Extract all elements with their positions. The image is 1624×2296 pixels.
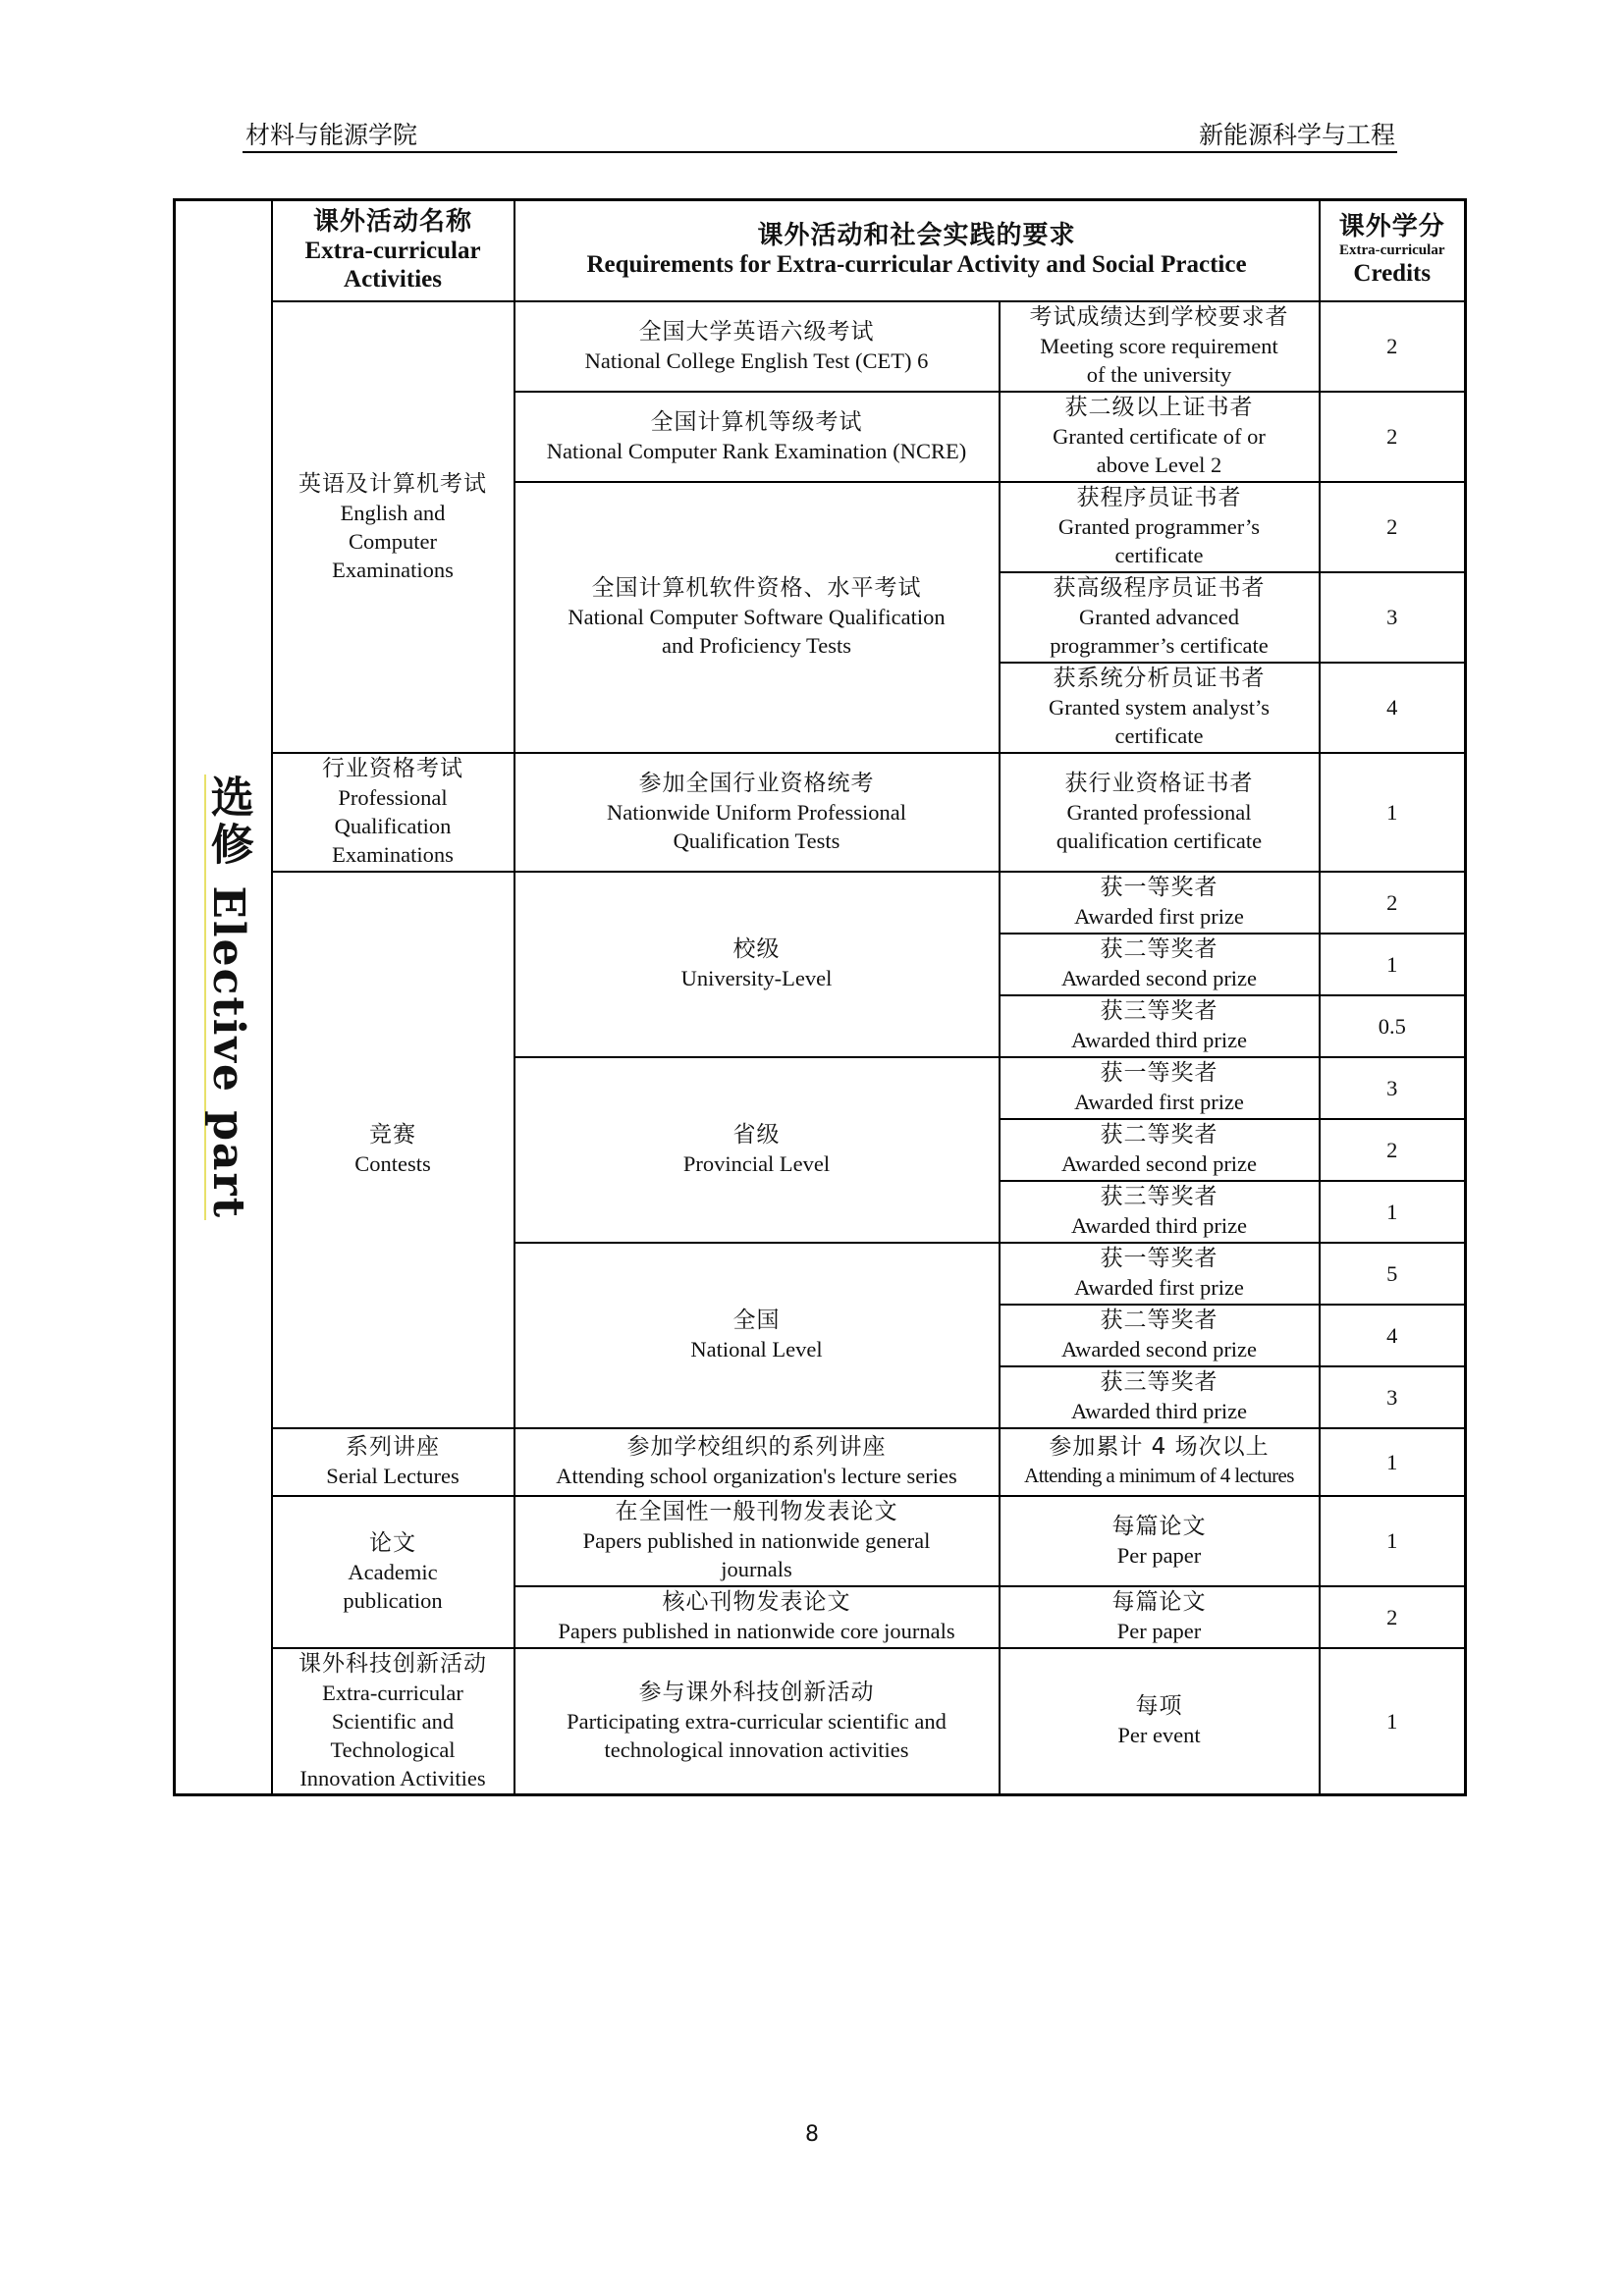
header-major: 新能源科学与工程 xyxy=(1198,121,1395,149)
extracurricular-credits-table xyxy=(173,198,1467,1796)
prize-third: 获三等奖者 Awarded third prize xyxy=(1000,1366,1320,1428)
elective-part-label: 选修 Elective part xyxy=(175,200,272,1795)
prize-first: 获一等奖者 Awarded first prize xyxy=(1000,1057,1320,1119)
table-row xyxy=(175,1496,1466,1586)
page-number: 8 xyxy=(805,2122,819,2147)
prize-third: 获三等奖者 Awarded third prize xyxy=(1000,995,1320,1057)
column-header-requirements: 课外活动和社会实践的要求 Requirements for Extra-curricular Activity and Social Practice xyxy=(514,200,1320,301)
level-university: 校级 University-Level xyxy=(514,872,1000,1057)
credit-value: 3 xyxy=(1320,1057,1466,1119)
column-header-credits: 课外学分 Extra-curricular Credits xyxy=(1320,200,1466,301)
category-contests: 竞赛 Contests xyxy=(272,872,514,1428)
table-row xyxy=(175,1648,1466,1795)
credit-value: 2 xyxy=(1320,301,1466,392)
category-innovation: 课外科技创新活动 Extra-curricular Scientific and Technological Innovation Activities xyxy=(272,1648,514,1795)
category-professional: 行业资格考试 Professional Qualification Examinations xyxy=(272,753,514,872)
prize-first: 获一等奖者 Awarded first prize xyxy=(1000,1243,1320,1305)
requirement-cet6: 全国大学英语六级考试 National College English Test (CET) 6 xyxy=(514,301,1000,392)
header-school: 材料与能源学院 xyxy=(245,121,418,149)
condition-per-event: 每项 Per event xyxy=(1000,1648,1320,1795)
credit-value: 2 xyxy=(1320,482,1466,572)
credit-value: 2 xyxy=(1320,392,1466,482)
prize-second: 获二等奖者 Awarded second prize xyxy=(1000,934,1320,995)
requirement-professional: 参加全国行业资格统考 Nationwide Uniform Professional Qualification Tests xyxy=(514,753,1000,872)
credit-value: 5 xyxy=(1320,1243,1466,1305)
condition-per-paper: 每篇论文 Per paper xyxy=(1000,1586,1320,1648)
condition-programmer: 获程序员证书者 Granted programmer’s certificate xyxy=(1000,482,1320,572)
column-header-activity: 课外活动名称 Extra-curricular Activities xyxy=(272,200,514,301)
credit-value: 0.5 xyxy=(1320,995,1466,1057)
condition-per-paper: 每篇论文 Per paper xyxy=(1000,1496,1320,1586)
requirement-core-journal: 核心刊物发表论文 Papers published in nationwide core journals xyxy=(514,1586,1000,1648)
level-national: 全国 National Level xyxy=(514,1243,1000,1428)
credit-value: 1 xyxy=(1320,934,1466,995)
category-exams: 英语及计算机考试 English and Computer Examinations xyxy=(272,301,514,753)
condition-advanced-programmer: 获高级程序员证书者 Granted advanced programmer’s certificate xyxy=(1000,572,1320,663)
prize-second: 获二等奖者 Awarded second prize xyxy=(1000,1119,1320,1181)
credit-value: 4 xyxy=(1320,663,1466,753)
requirement-innovation: 参与课外科技创新活动 Participating extra-curricular scientific and technological innovation activities xyxy=(514,1648,1000,1795)
credit-value: 1 xyxy=(1320,1496,1466,1586)
credit-value: 4 xyxy=(1320,1305,1466,1366)
condition-professional: 获行业资格证书者 Granted professional qualification certificate xyxy=(1000,753,1320,872)
category-lectures: 系列讲座 Serial Lectures xyxy=(272,1428,514,1496)
table-row xyxy=(175,753,1466,872)
requirement-lectures: 参加学校组织的系列讲座 Attending school organization's lecture series xyxy=(514,1428,1000,1496)
header-rule xyxy=(243,151,1397,153)
requirement-ncre: 全国计算机等级考试 National Computer Rank Examination (NCRE) xyxy=(514,392,1000,482)
credit-value: 2 xyxy=(1320,872,1466,934)
condition-ncre: 获二级以上证书者 Granted certificate of or above Level 2 xyxy=(1000,392,1320,482)
condition-cet6: 考试成绩达到学校要求者 Meeting score requirement of the university xyxy=(1000,301,1320,392)
requirement-general-journal: 在全国性一般刊物发表论文 Papers published in nationwide general journals xyxy=(514,1496,1000,1586)
condition-system-analyst: 获系统分析员证书者 Granted system analyst’s certificate xyxy=(1000,663,1320,753)
table-row xyxy=(175,872,1466,934)
credit-value: 1 xyxy=(1320,1428,1466,1496)
credit-value: 1 xyxy=(1320,753,1466,872)
credit-value: 2 xyxy=(1320,1586,1466,1648)
prize-second: 获二等奖者 Awarded second prize xyxy=(1000,1305,1320,1366)
credit-value: 3 xyxy=(1320,572,1466,663)
credit-value: 1 xyxy=(1320,1648,1466,1795)
credit-value: 2 xyxy=(1320,1119,1466,1181)
requirement-software-qualification: 全国计算机软件资格、水平考试 National Computer Software Qualification and Proficiency Tests xyxy=(514,482,1000,753)
level-provincial: 省级 Provincial Level xyxy=(514,1057,1000,1243)
credit-value: 3 xyxy=(1320,1366,1466,1428)
table-row xyxy=(175,1428,1466,1496)
condition-lectures: 参加累计 4 场次以上 Attending a minimum of 4 lectures xyxy=(1000,1428,1320,1496)
category-publication: 论文 Academic publication xyxy=(272,1496,514,1648)
credit-value: 1 xyxy=(1320,1181,1466,1243)
prize-first: 获一等奖者 Awarded first prize xyxy=(1000,872,1320,934)
prize-third: 获三等奖者 Awarded third prize xyxy=(1000,1181,1320,1243)
table-row xyxy=(175,301,1466,392)
